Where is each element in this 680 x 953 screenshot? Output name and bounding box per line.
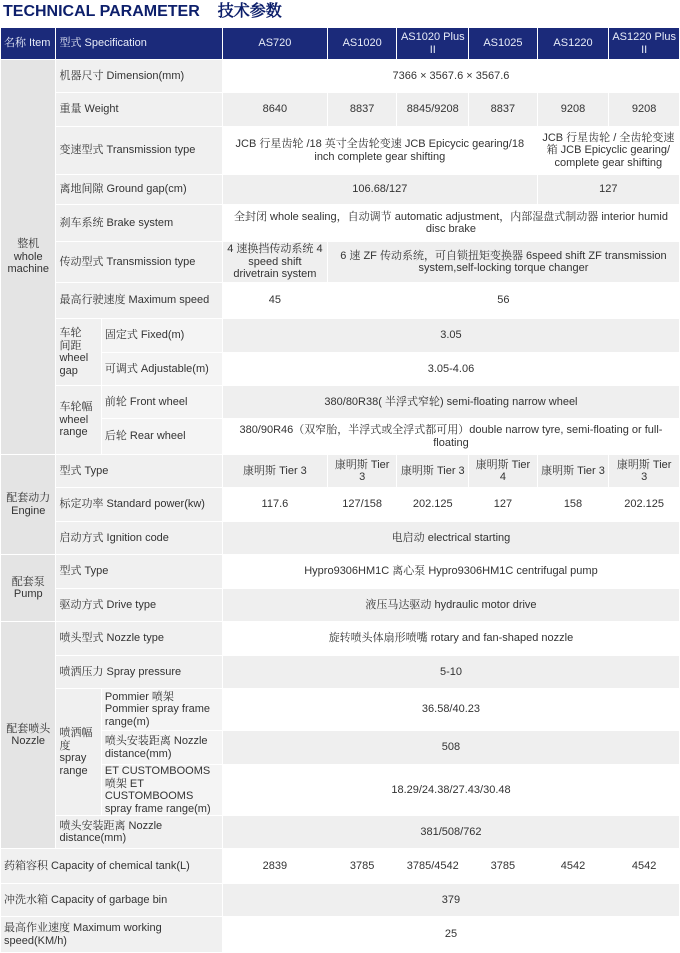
group-label-line: Pump: [13, 588, 43, 600]
row-nozzle-distance: [1, 816, 680, 849]
group-label-line: 配套泵: [11, 575, 45, 588]
row-engine-type: [1, 455, 680, 488]
row-label: 喷头安装距离 Nozzle distance(mm): [56, 816, 222, 849]
cell-value: 3785: [469, 849, 538, 884]
row-ground-gap: [1, 175, 680, 205]
row-value: 36.58/40.23: [222, 689, 679, 731]
row-label: 型式 Type: [56, 555, 222, 589]
header-model: AS1025: [469, 28, 538, 60]
row-label: 离地间隙 Ground gap(cm): [56, 175, 222, 205]
row-et-frame: [1, 765, 680, 816]
row-label: 重量 Weight: [56, 93, 222, 127]
row-label: 喷头安装距离 Nozzle distance(mm): [101, 731, 222, 765]
cell-value: 127: [469, 488, 538, 522]
row-value: 3.05: [222, 319, 679, 353]
row-label: Pommier 喷架 Pommier spray frame range(m): [101, 689, 222, 731]
row-label: 机器尺寸 Dimension(mm): [56, 60, 222, 93]
page-title: [3, 1, 282, 25]
cell-value: 康明斯 Tier 4: [469, 455, 538, 488]
cell-value: 8837: [327, 93, 397, 127]
row-label: 可调式 Adjustable(m): [101, 353, 222, 386]
group-label-line: 配套动力: [6, 492, 51, 504]
cell-value: 康明斯 Tier 3: [222, 455, 327, 488]
label-line: range: [59, 764, 88, 777]
row-label: 标定功率 Standard power(kw): [56, 488, 222, 522]
row-label: 药箱容积 Capacity of chemical tank(L): [1, 849, 223, 884]
row-label: 喷洒压力 Spray pressure: [56, 656, 222, 689]
cell-value: 康明斯 Tier 3: [609, 455, 680, 488]
row-value: 4 速换挡传动系统 4 speed shift drivetrain system: [222, 242, 327, 283]
label-line: range: [59, 426, 88, 439]
row-label: 最高作业速度 Maximum working speed(KM/h): [1, 917, 223, 953]
row-value: 380/80R38( 半浮式窄轮) semi-floating narrow wheel: [222, 386, 679, 419]
row-value: 6 速 ZF 传动系统，可自锁扭矩变换器 6speed shift ZF transmission system,self-locking torque changer: [327, 242, 679, 283]
label-line: spray: [59, 752, 87, 764]
label-line: 车轮: [59, 327, 82, 339]
row-value: 18.29/24.38/27.43/30.48: [222, 765, 679, 816]
row-front-wheel: [1, 386, 680, 419]
cell-value: 2839: [222, 849, 327, 884]
cell-value: 康明斯 Tier 3: [327, 455, 397, 488]
row-pommier-nozzle: [1, 731, 680, 765]
row-label: 驱动方式 Drive type: [56, 589, 222, 622]
group-label-line: whole: [13, 250, 43, 263]
row-standard-power: [1, 488, 680, 522]
row-rear-wheel: [1, 419, 680, 455]
label-line: 度: [59, 739, 71, 752]
header-spec: 型式 Specification: [56, 28, 222, 60]
cell-value: 117.6: [222, 488, 327, 522]
row-label: 启动方式 Ignition code: [56, 522, 222, 555]
row-nozzle-type: [1, 622, 680, 656]
cell-value: 3785: [327, 849, 397, 884]
row-label: 传动型式 Transmission type: [56, 242, 222, 283]
cell-value: 4542: [609, 849, 680, 884]
row-garbage-bin: [1, 884, 680, 917]
cell-value: 8640: [222, 93, 327, 127]
row-value: 电启动 electrical starting: [222, 522, 679, 555]
header-name-item: 名称 Item: [1, 28, 56, 60]
row-spray-pressure: [1, 656, 680, 689]
row-label: 最高行驶速度 Maximum speed: [56, 283, 222, 319]
row-drive-transmission: [1, 242, 680, 283]
row-value: 56: [327, 283, 679, 319]
spec-table: [0, 27, 680, 953]
row-value: 127: [537, 175, 679, 205]
label-line: gap: [59, 364, 78, 377]
table-header-row: [1, 28, 680, 60]
row-value: JCB 行星齿轮 /18 英寸全齿轮变速 JCB Epicycic gearing/18 inch complete gear shifting: [222, 127, 537, 175]
row-wheel-gap-adjustable: [1, 353, 680, 386]
row-value: 45: [222, 283, 327, 319]
group-pump: [1, 555, 56, 622]
row-value: 379: [222, 884, 679, 917]
group-label-line: Nozzle: [11, 735, 46, 747]
row-drive-type: [1, 589, 680, 622]
row-value: 液压马达驱动 hydraulic motor drive: [222, 589, 679, 622]
row-value: JCB 行星齿轮 / 全齿轮变速箱 JCB Epicyclic gearing/ complete gear shifting: [537, 127, 679, 175]
wheel-gap-label: [56, 319, 101, 386]
header-model: AS1020: [327, 28, 397, 60]
spray-range-label: [56, 689, 101, 816]
row-label: 后轮 Rear wheel: [101, 419, 222, 455]
cell-value: 康明斯 Tier 3: [537, 455, 609, 488]
row-value: 旋转喷头体扇形喷嘴 rotary and fan-shaped nozzle: [222, 622, 679, 656]
cell-value: 8845/9208: [397, 93, 469, 127]
cell-value: 202.125: [397, 488, 469, 522]
cell-value: 康明斯 Tier 3: [397, 455, 469, 488]
row-value: 7366 × 3567.6 × 3567.6: [222, 60, 679, 93]
header-model: AS720: [222, 28, 327, 60]
cell-value: 9208: [537, 93, 609, 127]
cell-value: 3785/4542: [397, 849, 469, 884]
row-value: 5-10: [222, 656, 679, 689]
group-nozzle: [1, 622, 56, 849]
row-pump-type: [1, 555, 680, 589]
row-value: 508: [222, 731, 679, 765]
row-value: 380/90R46（双窄胎，半浮式或全浮式都可用）double narrow tyre, semi-floating or full-floating: [222, 419, 679, 455]
title-cn: 技术参数: [217, 3, 282, 20]
row-label: 前轮 Front wheel: [101, 386, 222, 419]
cell-value: 158: [537, 488, 609, 522]
title-en: TECHNICAL PARAMETER: [3, 3, 200, 20]
row-chemical-tank: [1, 849, 680, 884]
header-model: AS1020 Plus II: [397, 28, 469, 60]
cell-value: 9208: [609, 93, 680, 127]
row-value: Hypro9306HM1C 离心泵 Hypro9306HM1C centrifugal pump: [222, 555, 679, 589]
cell-value: 4542: [537, 849, 609, 884]
cell-value: 127/158: [327, 488, 397, 522]
group-label-line: machine: [7, 263, 50, 276]
row-dimension: [1, 60, 680, 93]
row-max-working-speed: [1, 917, 680, 953]
row-max-speed: [1, 283, 680, 319]
label-line: 喷洒幅: [59, 727, 93, 739]
row-weight: [1, 93, 680, 127]
row-label: 喷头型式 Nozzle type: [56, 622, 222, 656]
row-label: 固定式 Fixed(m): [101, 319, 222, 353]
header-model: AS1220 Plus II: [609, 28, 680, 60]
row-transmission-type: [1, 127, 680, 175]
row-brake: [1, 205, 680, 242]
row-ignition: [1, 522, 680, 555]
row-label: ET CUSTOMBOOMS 喷架 ET CUSTOMBOOMS spray frame range(m): [101, 765, 222, 816]
cell-value: 202.125: [609, 488, 680, 522]
row-pommier-frame: [1, 689, 680, 731]
label-line: 车轮幅: [59, 401, 93, 414]
row-label: 型式 Type: [56, 455, 222, 488]
row-value: 25: [222, 917, 679, 953]
row-value: 381/508/762: [222, 816, 679, 849]
group-label-line: 配套喷头: [6, 722, 51, 735]
label-line: 间距: [59, 339, 82, 352]
group-whole-machine: [1, 60, 56, 455]
row-wheel-gap-fixed: [1, 319, 680, 353]
label-line: wheel: [59, 352, 89, 364]
wheel-range-label: [56, 386, 101, 455]
row-label: 冲洗水箱 Capacity of garbage bin: [1, 884, 223, 917]
row-value: 3.05-4.06: [222, 353, 679, 386]
cell-value: 8837: [469, 93, 538, 127]
row-value: 106.68/127: [222, 175, 537, 205]
row-value: 全封闭 whole sealing，自动调节 automatic adjustment，内部湿盘式制动器 interior humid disc brake: [222, 205, 679, 242]
group-engine: [1, 455, 56, 555]
group-label-line: 整机: [17, 238, 40, 251]
group-label-line: Engine: [11, 504, 46, 517]
header-model: AS1220: [537, 28, 609, 60]
row-label: 刹车系统 Brake system: [56, 205, 222, 242]
row-label: 变速型式 Transmission type: [56, 127, 222, 175]
label-line: wheel: [59, 413, 89, 426]
